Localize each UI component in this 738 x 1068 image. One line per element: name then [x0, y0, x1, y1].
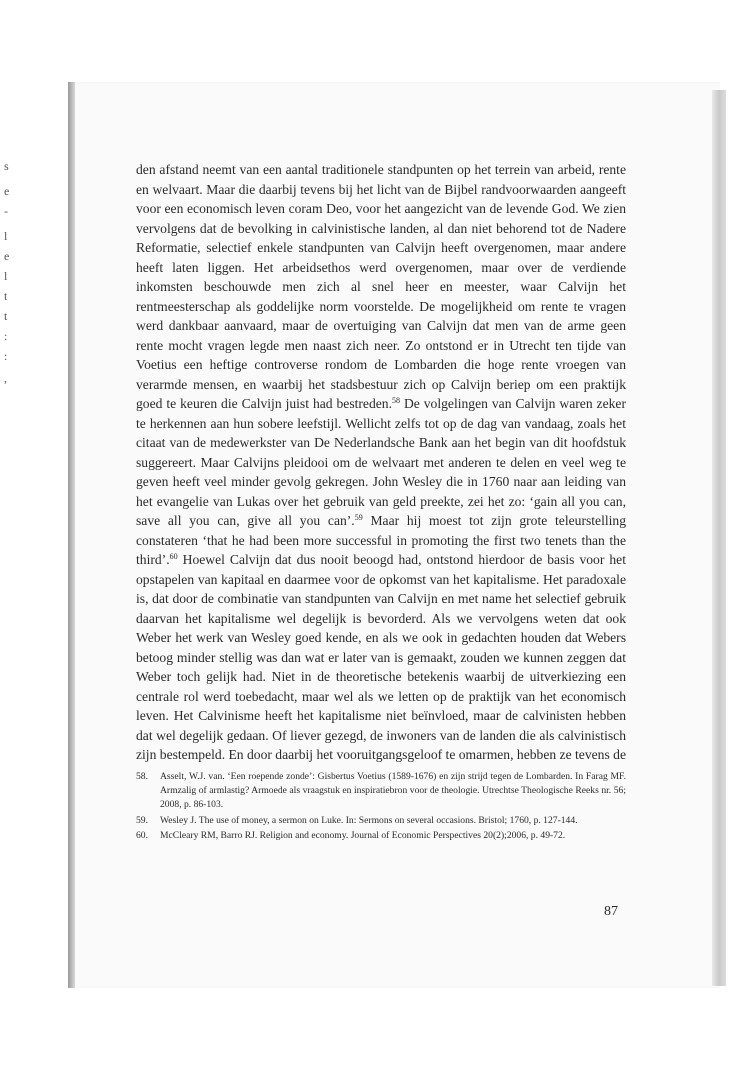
footnote-number: 58.: [136, 771, 148, 782]
footnote-ref-60: 60: [169, 552, 178, 561]
footnote-58: [136, 770, 626, 813]
footnote-59: [136, 814, 626, 828]
body-text-segment: De volgelingen van Calvijn waren zeker te herkennen aan hun sobere leefstijl. Wellicht zelfs tot op de dag van vandaag, zoals het citaat van de medewerkster van De Nederlandsche Bank aan het begin van dit hoofdstuk suggereert. Maar Calvijns pleidooi om de welvaart met anderen te delen en veel weg te geven heeft veel minder gevolg gekregen. John Wesley die in 1760 naar aan leiding van het evangelie van Lukas over het gebruik van geld preekte, zei het zo: ‘gain all you can, save all you can, give all you can’.: [136, 396, 626, 528]
page-number: 87: [604, 904, 618, 919]
footnote-ref-58: 58: [392, 396, 400, 405]
page-edge-right: [712, 90, 726, 986]
margin-glyph: l: [4, 229, 8, 243]
margin-glyph: e: [4, 249, 10, 263]
body-paragraph: [136, 160, 626, 765]
margin-glyph: t: [4, 309, 8, 323]
margin-glyph: ,: [4, 371, 7, 385]
footnote-60: [136, 829, 626, 843]
margin-glyph: :: [4, 349, 8, 363]
margin-glyph: -: [4, 204, 8, 218]
body-text: [136, 160, 626, 765]
footnote-text: McCleary RM, Barro RJ. Religion and economy. Journal of Economic Perspectives 20(2);2006, p. 49-72.: [160, 829, 566, 841]
footnotes: [136, 770, 626, 844]
body-text-segment: Hoewel Calvijn dat dus nooit beoogd had, ontstond hierdoor de basis voor het opstapelen van kapitaal en daarmee voor de opkomst van het kapitalisme. Het paradoxale is, dat door de combinatie van standpunten van Calvijn en met name het selectief gebruik daarvan het kapitalisme wel degelijk is bevorderd. Als we vervolgens weten dat ook Weber het werk van Wesley goed kende, en als we ook in gedachten houden dat Webers betoog minder stellig was dan wat er later van is gemaakt, zouden we kunnen zeggen dat Weber toch gelijk had. Niet in de theoretische betekenis waarbij de uitverkiezing een centrale rol werd toebedacht, maar wel als we letten op de praktijk van het economisch leven. Het Calvinisme heeft het kapitalisme niet beïnvloed, maar de calvinisten hebben dat wel degelijk gedaan. Of liever gezegd, de inwoners van de landen die als calvinistisch zijn bestempeld. En door daarbij het vooruitgangsgeloof te omarmen, hebben ze tevens de: [136, 552, 626, 762]
footnote-number: 59.: [136, 814, 148, 826]
footnote-text: Wesley J. The use of money, a sermon on Luke. In: Sermons on several occasions. Bristol; 1760, p. 127-144.: [160, 814, 578, 826]
body-text-segment: Maar hij moest tot zijn grote teleurstelling constateren ‘that he had been more successful in promoting the first two tenets than the third’.: [136, 513, 626, 567]
scan-background-bottom: [0, 988, 738, 1068]
footnote-text: Asselt, W.J. van. ‘Een roepende zonde’: Gisbertus Voetius (1589-1676) en zijn strijd tegen de Lombarden. In Farag MF. Armzalig of armlastig? Armoede als vraagstuk en inspiratiebron voor de theologie. Utrechtse Theologische Reeks nr. 56; 2008, p. 86-103.: [160, 771, 626, 811]
margin-glyph: t: [4, 289, 8, 303]
margin-glyph: e: [4, 184, 10, 198]
margin-glyph: s: [4, 159, 9, 173]
page-binding-shadow: [68, 82, 75, 988]
body-text-segment: den afstand neemt van een aantal traditionele standpunten op het terrein van arbeid, rente en welvaart. Maar die daarbij tevens bij het licht van de Bijbel randvoorwaarden aangeeft voor een economisch leven coram Deo, voor het aangezicht van de levende God. We zien vervolgens dat de bevolking in calvinistische landen, al dan niet behorend tot de Nadere Reformatie, selectief enkele standpunten van Calvijn heeft overgenomen, maar andere heeft laten liggen. Het arbeidsethos werd overgenomen, maar over de verdiende inkomsten beschouwde men zich al snel heer en meester, waar Calvijn het rentmeesterschap als goddelijke norm voorstelde. De mogelijkheid om rente te vragen werd dankbaar aanvaard, maar de overtuiging van Calvijn dat men van de arme geen rente mocht vragen legde men naast zich neer. Zo ontstond er in Utrecht ten tijde van Voetius een heftige controverse rondom de Lombarden die hoge rente vroegen van verarmde mensen, en waarbij het stadsbestuur zich op Calvijn beriep om een praktijk goed te keuren die Calvijn juist had bestreden.: [136, 162, 626, 411]
margin-glyph: l: [4, 269, 8, 283]
scan-background-left: [0, 0, 68, 1068]
footnote-ref-59: 59: [354, 513, 363, 522]
footnote-number: 60.: [136, 829, 148, 841]
margin-glyph: :: [4, 329, 8, 343]
